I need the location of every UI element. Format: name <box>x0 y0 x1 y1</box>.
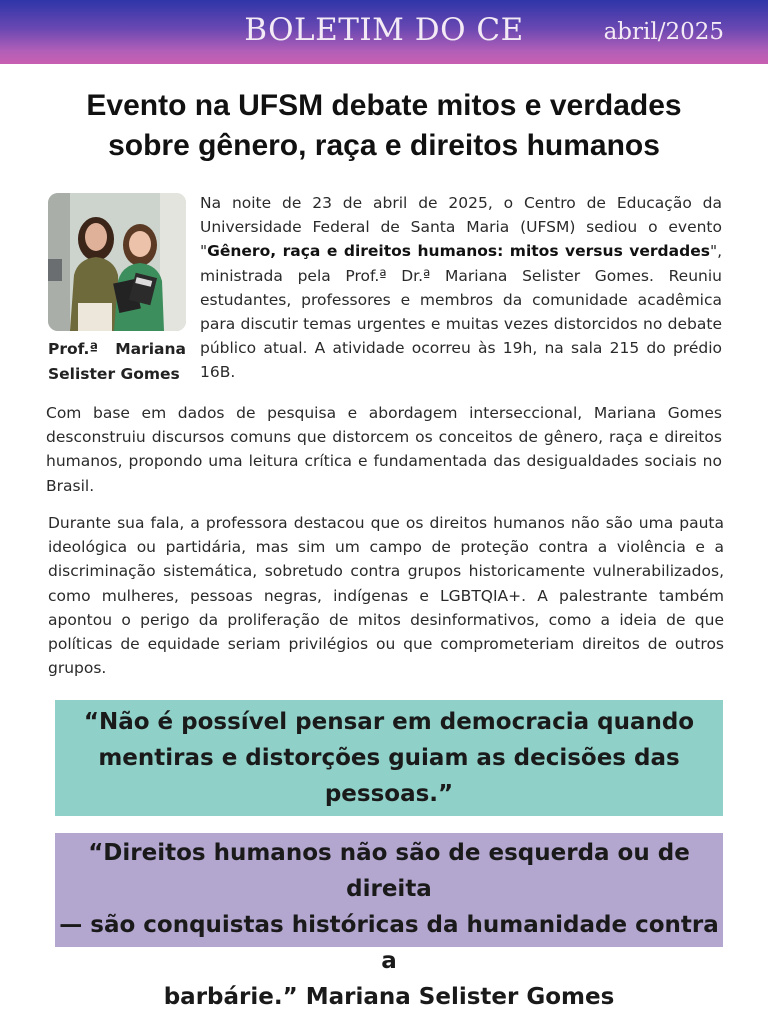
quote-2-line-2: — são conquistas históricas da humanidade contra a <box>59 912 719 974</box>
intro-text-start: Na noite de 23 de abril de 2025, o Centro de Educação da Universidade Federal de Santa Maria (UFSM) sediou o evento " <box>200 194 722 261</box>
speaker-photo <box>48 193 186 331</box>
intro-text-end: ", ministrada pela Prof.ª Dr.ª Mariana Selister Gomes. Reuniu estudantes, professores e membros da comunidade acadêmica para discutir temas urgentes e muitas vezes distorcidos no debate público atual. A atividade ocorreu às 19h, na sala 215 do prédio 16B. <box>200 242 722 382</box>
paragraph-intro <box>200 191 722 385</box>
caption-line-2: Selister Gomes <box>48 365 180 383</box>
quote-1-line-1: “Não é possível pensar em democracia quando <box>83 709 695 735</box>
quote-2-line-1: “Direitos humanos não são de esquerda ou de direita <box>88 840 690 902</box>
headline-line-1: Evento na UFSM debate mitos e verdades <box>86 89 682 122</box>
paragraph-talk: Durante sua fala, a professora destacou que os direitos humanos não são uma pauta ideológica ou partidária, mas sim um campo de proteção contra a violência e a discriminação sistemática, sobretudo contra grupos historicamente vulnerabilizados, como mulheres, pessoas negras, indígenas e LGBTQIA+. A palestrante também apontou o perigo da proliferação de mitos desinformativos, como a ideia de que políticas de equidade seriam privilégios ou que comprometeriam direitos de outros grupos. <box>48 514 724 678</box>
event-title: Gênero, raça e direitos humanos: mitos versus verdades <box>207 242 710 261</box>
paragraph-research: Com base em dados de pesquisa e abordagem interseccional, Mariana Gomes desconstruiu discursos comuns que distorcem os conceitos de gênero, raça e direitos humanos, propondo uma leitura crítica e fundamentada das desigualdades sociais no Brasil. <box>46 404 722 495</box>
photo-caption <box>48 337 186 387</box>
quote-2-line-3: barbárie.” Mariana Selister Gomes <box>163 984 615 1010</box>
article-headline <box>40 86 728 166</box>
quote-1-line-2: mentiras e distorções guiam as decisões das <box>98 745 680 771</box>
newsletter-title: BOLETIM DO CE <box>244 12 524 48</box>
quote-1-line-3: pessoas.” <box>324 781 454 807</box>
pull-quote-human-rights <box>55 833 723 1010</box>
newsletter-header <box>0 0 768 64</box>
photo-two-women-icon <box>48 193 186 331</box>
headline-line-2: sobre gênero, raça e direitos humanos <box>108 129 660 162</box>
caption-line-1: Prof.ª Mariana <box>48 340 186 358</box>
pull-quote-democracy <box>55 700 723 816</box>
newsletter-date: abril/2025 <box>603 19 724 45</box>
